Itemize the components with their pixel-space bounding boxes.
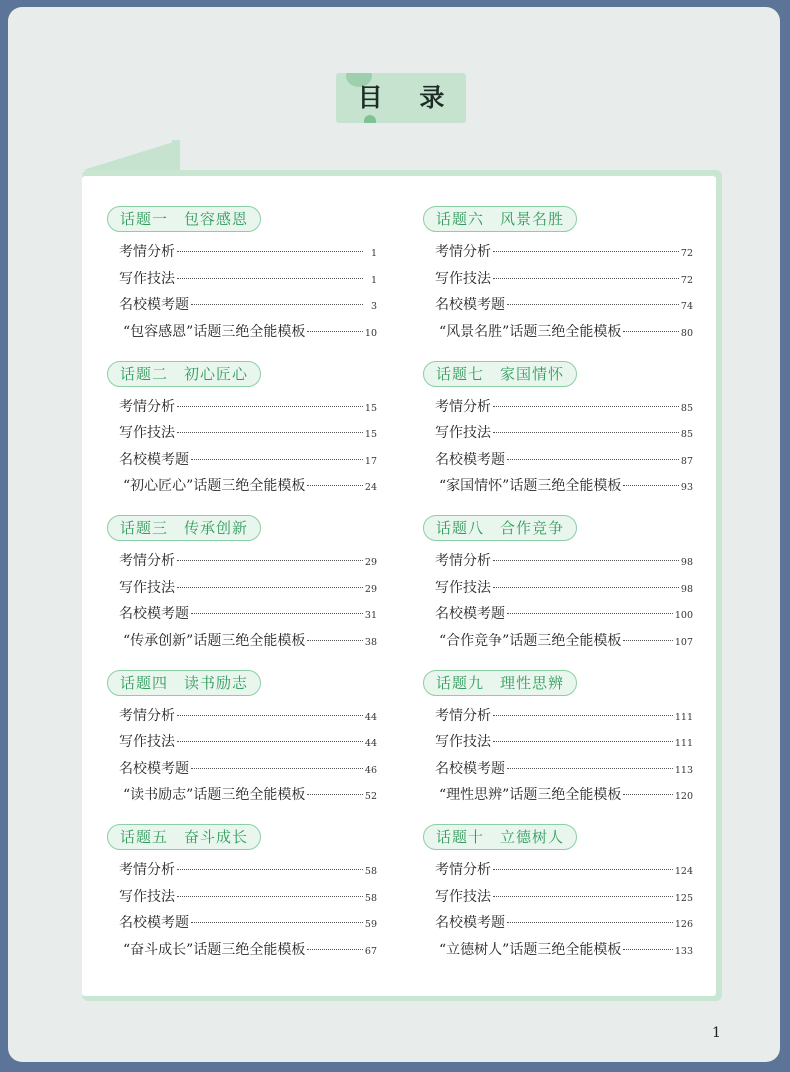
dot-leader <box>507 304 679 305</box>
toc-entry[interactable] <box>107 420 377 447</box>
toc-entry[interactable] <box>423 729 693 756</box>
toc-card <box>82 176 716 996</box>
entry-label: “合作竞争”话题三绝全能模板 <box>439 632 622 649</box>
toc-section <box>423 515 693 670</box>
toc-entry[interactable] <box>423 394 693 421</box>
topic-heading[interactable]: 话题十 立德树人 <box>423 824 577 850</box>
toc-entry[interactable] <box>423 447 693 474</box>
entry-page-number: 58 <box>364 866 377 877</box>
page-number: 1 <box>712 1025 721 1041</box>
toc-entry[interactable] <box>423 548 693 575</box>
entry-label: “奋斗成长”话题三绝全能模板 <box>123 941 306 958</box>
entry-label: “包容感恩”话题三绝全能模板 <box>123 323 306 340</box>
toc-entry[interactable] <box>423 884 693 911</box>
entry-page-number: 58 <box>364 892 377 904</box>
toc-entry[interactable] <box>423 319 693 346</box>
entry-label: 考情分析 <box>119 553 175 569</box>
entry-page-number: 120 <box>674 791 693 802</box>
toc-section <box>107 515 377 670</box>
dot-leader <box>191 922 363 923</box>
toc-entry[interactable] <box>107 910 377 937</box>
entry-label: 写作技法 <box>119 888 175 905</box>
entry-page-number: 67 <box>364 945 377 957</box>
entry-page-number: 1 <box>370 248 377 259</box>
toc-entry[interactable] <box>107 756 377 783</box>
entry-label: 写作技法 <box>435 579 491 596</box>
entry-page-number: 72 <box>680 274 693 286</box>
toc-entry[interactable] <box>423 937 693 964</box>
toc-entry[interactable] <box>107 473 377 500</box>
dot-leader <box>493 251 679 252</box>
toc-entry[interactable] <box>423 266 693 293</box>
entry-page-number: 113 <box>674 764 693 776</box>
toc-entry[interactable] <box>423 420 693 447</box>
toc-entry[interactable] <box>423 292 693 319</box>
toc-left-column <box>107 206 377 979</box>
dot-leader <box>177 715 363 716</box>
dot-leader <box>307 949 363 950</box>
toc-entry[interactable] <box>423 782 693 809</box>
entry-page-number: 15 <box>364 429 377 440</box>
dot-leader <box>507 459 679 460</box>
entry-page-number: 87 <box>680 455 693 467</box>
toc-entry[interactable] <box>423 756 693 783</box>
entry-label: 写作技法 <box>119 579 175 596</box>
entry-page-number: 24 <box>364 482 377 493</box>
toc-entry[interactable] <box>107 266 377 293</box>
dot-leader <box>307 485 363 486</box>
entry-page-number: 133 <box>674 945 693 957</box>
entry-page-number: 31 <box>364 610 377 621</box>
entry-page-number: 29 <box>364 583 377 595</box>
dot-leader <box>493 869 673 870</box>
toc-entry[interactable] <box>107 319 377 346</box>
toc-entry[interactable] <box>423 857 693 884</box>
dot-leader <box>507 922 673 923</box>
toc-section <box>107 670 377 825</box>
toc-entry[interactable] <box>107 601 377 628</box>
dot-leader <box>307 640 363 641</box>
entry-page-number: 111 <box>674 738 693 749</box>
entry-page-number: 74 <box>680 301 693 312</box>
entry-page-number: 44 <box>364 711 377 723</box>
toc-entry[interactable] <box>107 703 377 730</box>
entry-label: “读书励志”话题三绝全能模板 <box>123 787 306 803</box>
toc-entry[interactable] <box>107 628 377 655</box>
entry-label: “风景名胜”话题三绝全能模板 <box>439 323 622 340</box>
dot-leader <box>177 432 363 433</box>
dot-leader <box>191 459 363 460</box>
dot-leader <box>493 432 679 433</box>
entry-page-number: 100 <box>674 610 693 621</box>
entry-label: 名校模考题 <box>119 760 189 777</box>
dot-leader <box>191 304 363 305</box>
topic-heading[interactable]: 话题七 家国情怀 <box>423 361 577 387</box>
entry-page-number: 10 <box>364 327 377 339</box>
toc-section <box>423 361 693 516</box>
entry-label: 名校模考题 <box>435 915 505 931</box>
toc-section <box>423 824 693 979</box>
entry-page-number: 46 <box>364 764 377 776</box>
dot-leader <box>493 896 673 897</box>
topic-heading[interactable]: 话题四 读书励志 <box>107 670 261 696</box>
entry-page-number: 85 <box>680 429 693 440</box>
entry-page-number: 1 <box>370 274 377 286</box>
entry-page-number: 52 <box>364 791 377 802</box>
entry-label: 名校模考题 <box>435 451 505 468</box>
entry-label: 名校模考题 <box>435 760 505 777</box>
entry-label: “传承创新”话题三绝全能模板 <box>123 632 306 649</box>
topic-heading[interactable]: 话题六 风景名胜 <box>423 206 577 232</box>
entry-page-number: 59 <box>364 919 377 930</box>
entry-label: 考情分析 <box>119 707 175 724</box>
toc-entry[interactable] <box>107 884 377 911</box>
topic-heading[interactable]: 话题三 传承创新 <box>107 515 261 541</box>
toc-entry[interactable] <box>423 239 693 266</box>
topic-heading[interactable]: 话题九 理性思辨 <box>423 670 577 696</box>
dot-leader <box>493 587 679 588</box>
toc-section <box>107 206 377 361</box>
entry-label: 写作技法 <box>435 270 491 287</box>
toc-section <box>423 670 693 825</box>
entry-page-number: 107 <box>674 636 693 648</box>
toc-entry[interactable] <box>423 628 693 655</box>
dot-leader <box>493 278 679 279</box>
toc-entry[interactable] <box>423 601 693 628</box>
entry-label: 考情分析 <box>435 707 491 724</box>
entry-page-number: 17 <box>364 455 377 467</box>
topic-heading[interactable]: 话题八 合作竞争 <box>423 515 577 541</box>
toc-entry[interactable] <box>107 575 377 602</box>
dot-leader <box>493 406 679 407</box>
dot-leader <box>191 613 363 614</box>
toc-section <box>107 361 377 516</box>
toc-entry[interactable] <box>423 473 693 500</box>
entry-label: 考情分析 <box>435 244 491 260</box>
dot-leader <box>307 794 363 795</box>
entry-page-number: 80 <box>680 327 693 339</box>
toc-right-column <box>423 206 693 979</box>
entry-label: “理性思辨”话题三绝全能模板 <box>439 787 622 803</box>
entry-label: 名校模考题 <box>119 297 189 313</box>
dot-leader <box>623 640 673 641</box>
decor-flap <box>83 140 180 170</box>
entry-page-number: 98 <box>680 583 693 595</box>
dot-leader <box>191 768 363 769</box>
dot-leader <box>493 741 673 742</box>
entry-page-number: 38 <box>364 636 377 648</box>
dot-leader <box>177 560 363 561</box>
entry-label: 写作技法 <box>435 425 491 441</box>
entry-label: 写作技法 <box>119 425 175 441</box>
toc-entry[interactable] <box>423 703 693 730</box>
topic-heading[interactable]: 话题一 包容感恩 <box>107 206 261 232</box>
decor-flap-edge <box>172 140 180 170</box>
entry-label: 名校模考题 <box>119 451 189 468</box>
entry-label: 考情分析 <box>435 862 491 878</box>
toc-entry[interactable] <box>107 729 377 756</box>
dot-leader <box>177 587 363 588</box>
document-page <box>8 7 780 1062</box>
entry-label: 写作技法 <box>435 888 491 905</box>
entry-label: 名校模考题 <box>119 606 189 622</box>
page-title: 目 录 <box>357 83 459 112</box>
dot-leader <box>177 741 363 742</box>
dot-leader <box>177 406 363 407</box>
entry-label: 名校模考题 <box>435 606 505 622</box>
entry-label: 考情分析 <box>119 398 175 415</box>
entry-page-number: 44 <box>364 738 377 749</box>
entry-label: 名校模考题 <box>435 297 505 313</box>
entry-page-number: 124 <box>674 866 693 877</box>
entry-label: 写作技法 <box>119 734 175 750</box>
entry-label: “初心匠心”话题三绝全能模板 <box>123 478 306 494</box>
entry-label: 考情分析 <box>119 244 175 260</box>
dot-leader <box>623 949 673 950</box>
entry-page-number: 29 <box>364 557 377 568</box>
entry-page-number: 111 <box>674 711 693 723</box>
entry-page-number: 85 <box>680 402 693 414</box>
toc-section <box>423 206 693 361</box>
entry-label: 名校模考题 <box>119 915 189 931</box>
dot-leader <box>493 560 679 561</box>
entry-label: 写作技法 <box>435 734 491 750</box>
entry-label: 考情分析 <box>435 553 491 569</box>
entry-page-number: 93 <box>680 482 693 493</box>
toc-entry[interactable] <box>423 575 693 602</box>
dot-leader <box>623 485 679 486</box>
dot-leader <box>177 896 363 897</box>
entry-label: 写作技法 <box>119 270 175 287</box>
entry-label: “立德树人”话题三绝全能模板 <box>439 941 622 958</box>
toc-entry[interactable] <box>107 394 377 421</box>
topic-heading[interactable]: 话题二 初心匠心 <box>107 361 261 387</box>
entry-page-number: 3 <box>370 301 377 312</box>
entry-page-number: 15 <box>364 402 377 414</box>
dot-leader <box>623 331 679 332</box>
entry-page-number: 72 <box>680 248 693 259</box>
dot-leader <box>623 794 673 795</box>
toc-entry[interactable] <box>107 292 377 319</box>
title-badge <box>336 73 466 123</box>
toc-entry[interactable] <box>107 937 377 964</box>
entry-page-number: 126 <box>674 919 693 930</box>
dot-leader <box>177 251 363 252</box>
dot-leader <box>177 278 363 279</box>
toc-entry[interactable] <box>107 548 377 575</box>
toc-entry[interactable] <box>107 239 377 266</box>
dot-leader <box>493 715 673 716</box>
toc-entry[interactable] <box>107 857 377 884</box>
toc-entry[interactable] <box>107 782 377 809</box>
entry-label: 考情分析 <box>435 398 491 415</box>
toc-section <box>107 824 377 979</box>
dot-leader <box>507 768 673 769</box>
dot-leader <box>177 869 363 870</box>
entry-page-number: 125 <box>674 892 693 904</box>
topic-heading[interactable]: 话题五 奋斗成长 <box>107 824 261 850</box>
dot-leader <box>507 613 673 614</box>
toc-entry[interactable] <box>423 910 693 937</box>
toc-entry[interactable] <box>107 447 377 474</box>
entry-label: “家国情怀”话题三绝全能模板 <box>439 478 622 494</box>
entry-label: 考情分析 <box>119 862 175 878</box>
entry-page-number: 98 <box>680 557 693 568</box>
dot-leader <box>307 331 363 332</box>
